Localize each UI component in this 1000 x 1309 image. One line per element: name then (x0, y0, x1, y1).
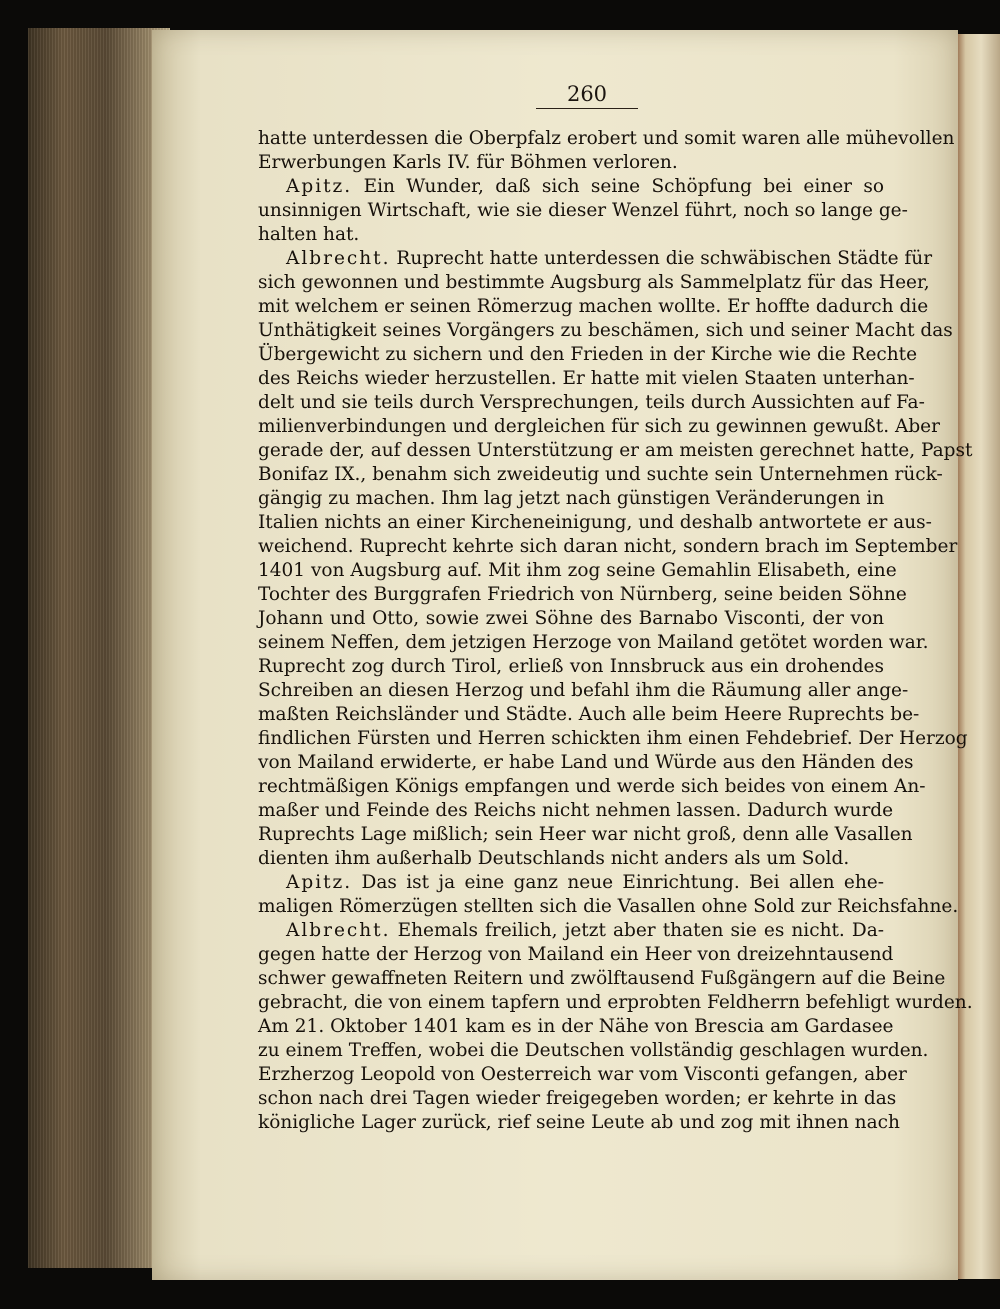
line-text: maßer und Feinde des Reichs nicht nehmen lassen. Dadurch wurde (258, 800, 894, 821)
page-number: 260 (566, 82, 608, 106)
text-line (258, 295, 929, 319)
speaker-name: Albrecht. (286, 248, 391, 269)
line-text: zu einem Treffen, wobei die Deutschen vollständig geschlagen wurden. (258, 1040, 929, 1061)
line-text: maligen Römerzügen stellten sich die Vasallen ohne Sold zur Reichsfahne. (258, 896, 959, 917)
line-text: schon nach drei Tagen wieder freigegeben worden; er kehrte in das (258, 1088, 897, 1109)
line-text: findlichen Fürsten und Herren schickten ihm einen Fehdebrief. Der Herzog (258, 728, 968, 749)
line-text: hatte unterdessen die Oberpfalz erobert und somit waren alle mühevollen (258, 128, 955, 149)
text-line (258, 727, 968, 751)
text-line (258, 655, 884, 679)
text-line (258, 607, 884, 631)
line-text: Am 21. Oktober 1401 kam es in der Nähe von Brescia am Gardasee (258, 1016, 894, 1037)
text-line (258, 1087, 897, 1111)
text-line (258, 751, 914, 775)
page-number-rule (536, 108, 638, 109)
text-line (258, 703, 920, 727)
text-line (258, 1063, 907, 1087)
line-text: Ruprechts Lage mißlich; sein Heer war nicht groß, denn alle Vasallen (258, 824, 913, 845)
text-line (258, 487, 884, 511)
text-line (258, 463, 943, 487)
text-line (258, 199, 908, 223)
text-line (258, 991, 973, 1015)
text-line (258, 799, 894, 823)
text-line (258, 271, 930, 295)
line-text: königliche Lager zurück, rief seine Leute ab und zog mit ihnen nach (258, 1112, 900, 1133)
text-line (258, 895, 959, 919)
text-line (258, 415, 940, 439)
text-line (258, 967, 946, 991)
text-line (258, 175, 884, 199)
text-line (258, 679, 909, 703)
line-text: gängig zu machen. Ihm lag jetzt nach günstigen Veränderungen in (258, 488, 885, 509)
line-text: Schreiben an diesen Herzog und befahl ihm die Räumung aller ange- (258, 680, 909, 701)
text-line (258, 919, 884, 943)
text-line (258, 943, 894, 967)
line-text: weichend. Ruprecht kehrte sich daran nicht, sondern brach im September (258, 536, 958, 557)
line-text: Johann und Otto, sowie zwei Söhne des Barnabo Visconti, der von (258, 608, 884, 629)
book-page-edges (28, 28, 170, 1268)
line-text: Unthätigkeit seines Vorgängers zu beschämen, sich und seiner Macht das (258, 320, 953, 341)
body-text (258, 127, 973, 1135)
line-text: von Mailand erwiderte, er habe Land und Würde aus den Händen des (258, 752, 914, 773)
line-text: schwer gewaffneten Reitern und zwölftausend Fußgängern auf die Beine (258, 968, 946, 989)
line-text: Erzherzog Leopold von Oesterreich war vom Visconti gefangen, aber (258, 1064, 907, 1085)
text-line (258, 775, 926, 799)
text-line (258, 847, 884, 871)
line-text: gebracht, die von einem tapfern und erprobten Feldherrn befehligt wurden. (258, 992, 973, 1013)
line-text: sich gewonnen und bestimmte Augsburg als Sammelplatz für das Heer, (258, 272, 930, 293)
text-line (258, 343, 918, 367)
text-line (258, 151, 884, 175)
line-text: delt und sie teils durch Versprechungen, teils durch Aussichten auf Fa- (258, 392, 925, 413)
line-text: dienten ihm außerhalb Deutschlands nicht anders als um Sold. (258, 848, 850, 869)
line-text: rechtmäßigen Königs empfangen und werde sich beides von einem An- (258, 776, 926, 797)
line-text: Das ist ja eine ganz neue Einrichtung. Bei allen ehe- (361, 872, 884, 893)
speaker-name: Albrecht. (286, 920, 391, 941)
line-text: Bonifaz IX., benahm sich zweideutig und suchte sein Unternehmen rück- (258, 464, 943, 485)
text-line (258, 511, 932, 535)
text-line (258, 367, 915, 391)
line-text: halten hat. (258, 224, 360, 245)
text-line (258, 631, 929, 655)
line-text: seinem Neffen, dem jetzigen Herzoge von Mailand getötet worden war. (258, 632, 929, 653)
line-text: Ruprecht zog durch Tirol, erließ von Innsbruck aus ein drohendes (258, 656, 884, 677)
text-line (258, 1015, 894, 1039)
line-text: Ehemals freilich, jetzt aber thaten sie es nicht. Da- (397, 920, 884, 941)
text-line (258, 439, 973, 463)
book-right-edge (958, 34, 1000, 1279)
line-text: gerade der, auf dessen Unterstützung er am meisten gerechnet hatte, Papst (258, 440, 973, 461)
text-line (258, 583, 907, 607)
text-line (258, 223, 884, 247)
line-text: milienverbindungen und dergleichen für sich zu gewinnen gewußt. Aber (258, 416, 940, 437)
text-line (258, 1111, 900, 1135)
line-text: maßten Reichsländer und Städte. Auch alle beim Heere Ruprechts be- (258, 704, 920, 725)
line-text: gegen hatte der Herzog von Mailand ein Heer von dreizehntausend (258, 944, 894, 965)
line-text: mit welchem er seinen Römerzug machen wollte. Er hoffte dadurch die (258, 296, 929, 317)
text-line (258, 319, 953, 343)
speaker-name: Apitz. (286, 176, 353, 197)
text-line (258, 559, 897, 583)
line-text: Tochter des Burggrafen Friedrich von Nürnberg, seine beiden Söhne (258, 584, 907, 605)
text-line (258, 247, 933, 271)
line-text: Italien nichts an einer Kircheneinigung, und deshalb antwortete er aus- (258, 512, 932, 533)
text-line (258, 391, 925, 415)
line-text: Übergewicht zu sichern und den Frieden in der Kirche wie die Rechte (258, 344, 918, 365)
line-text: 1401 von Augsburg auf. Mit ihm zog seine Gemahlin Elisabeth, eine (258, 560, 897, 581)
line-text: Erwerbungen Karls IV. für Böhmen verloren. (258, 152, 678, 173)
speaker-name: Apitz. (286, 872, 353, 893)
line-text: unsinnigen Wirtschaft, wie sie dieser Wenzel führt, noch so lange ge- (258, 200, 908, 221)
text-line (258, 823, 913, 847)
text-line (258, 127, 955, 151)
text-line (258, 871, 884, 895)
text-line (258, 1039, 929, 1063)
line-text: Ruprecht hatte unterdessen die schwäbischen Städte für (396, 248, 933, 269)
line-text: des Reichs wieder herzustellen. Er hatte mit vielen Staaten unterhan- (258, 368, 915, 389)
line-text: Ein Wunder, daß sich seine Schöpfung bei einer so (363, 176, 884, 197)
text-line (258, 535, 958, 559)
